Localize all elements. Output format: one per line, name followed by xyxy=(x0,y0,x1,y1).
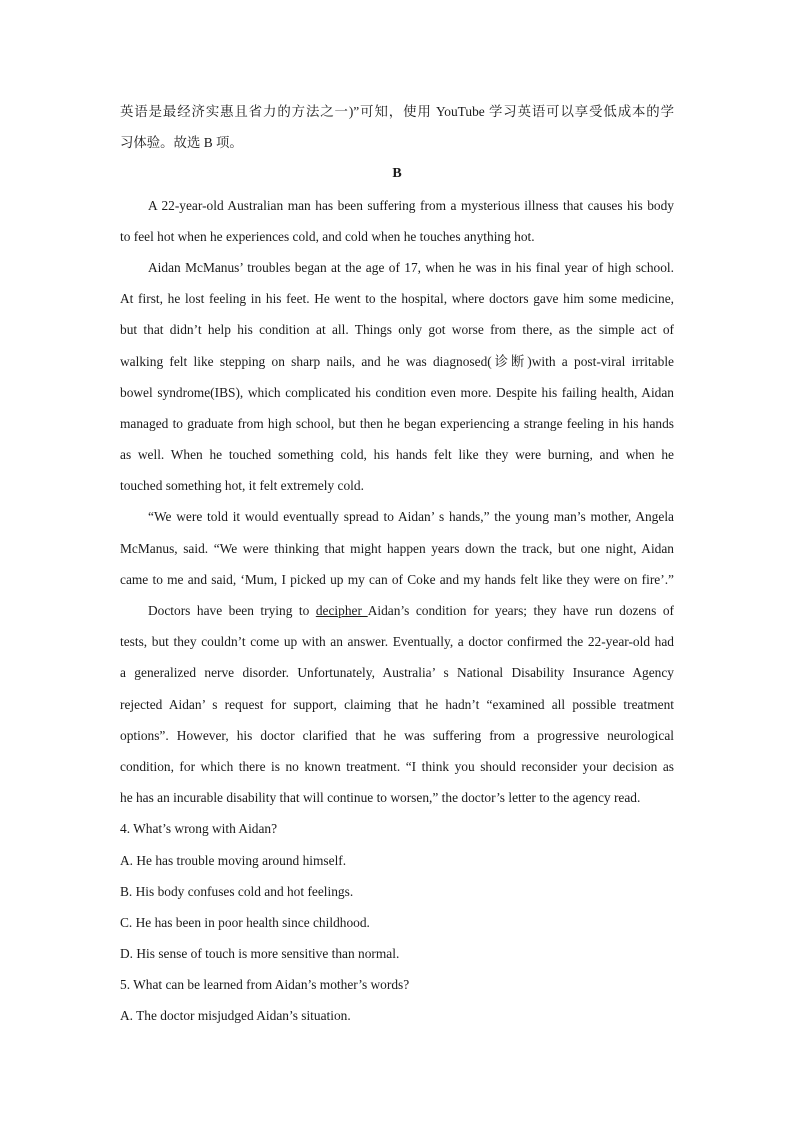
document-page xyxy=(120,96,674,1032)
passage-line: At first, he lost feeling in his feet. He went to the hospital, where doctors gave him some medicine, xyxy=(120,291,674,307)
passage-line: he has an incurable disability that will continue to worsen,” the doctor’s letter to the agency read. xyxy=(120,790,641,806)
passage-line: options”. However, his doctor clarified that he was suffering from a progressive neurological xyxy=(120,727,674,743)
passage-line: McManus, said. “We were thinking that might happen years down the track, but one night, Aidan xyxy=(120,540,674,556)
answer-option: D. His sense of touch is more sensitive than normal. xyxy=(120,946,400,962)
passage-line: walking felt like stepping on sharp nails, and he was diagnosed(诊断)with a post-viral irritable xyxy=(120,353,674,369)
passage-line: bowel syndrome(IBS), which complicated his condition even more. Despite his failing health, Aidan xyxy=(120,384,674,400)
passage-text: Aidan’s condition for years; they have run dozens of xyxy=(367,603,674,618)
passage-line: “We were told it would eventually spread to Aidan’ s hands,” the young man’s mother, Angela xyxy=(148,509,674,525)
passage-line: A 22-year-old Australian man has been suffering from a mysterious illness that causes his body xyxy=(148,197,674,213)
answer-option: B. His body confuses cold and hot feelings. xyxy=(120,883,354,899)
answer-option: A. He has trouble moving around himself. xyxy=(120,852,347,868)
section-title: B xyxy=(392,166,402,182)
passage-line: tests, but they couldn’t come up with an answer. Eventually, a doctor confirmed the 22-year-old had xyxy=(120,634,674,650)
intro-line: 英语是最经济实惠且省力的方法之一)”可知，使用 YouTube 学习英语可以享受低成本的学 xyxy=(120,104,674,119)
underlined-word: decipher xyxy=(315,603,368,618)
passage-line xyxy=(120,595,674,626)
passage-line: came to me and said, ‘Mum, I picked up my can of Coke and my hands felt like they were on fire’.” xyxy=(120,571,674,587)
question-stem: 4. What’s wrong with Aidan? xyxy=(120,821,278,837)
passage-line: Aidan McManus’ troubles began at the age of 17, when he was in his final year of high school. xyxy=(148,259,674,275)
passage-line: but that didn’t help his condition at all. Things only got worse from there, as the simple act of xyxy=(120,322,674,338)
passage-line: to feel hot when he experiences cold, and cold when he touches anything hot. xyxy=(120,228,535,244)
passage-line: condition, for which there is no known treatment. “I think you should reconsider your decision as xyxy=(120,758,674,774)
answer-option: A. The doctor misjudged Aidan’s situation. xyxy=(120,1008,351,1024)
passage-text: Doctors have been trying to xyxy=(148,603,316,618)
passage-line: touched something hot, it felt extremely cold. xyxy=(120,478,364,494)
passage-line: as well. When he touched something cold, his hands felt like they were burning, and when he xyxy=(120,447,674,463)
intro-line: 习体验。故选 B 项。 xyxy=(120,135,243,151)
passage-line: managed to graduate from high school, but then he began experiencing a strange feeling in his hands xyxy=(120,415,674,431)
question-stem: 5. What can be learned from Aidan’s mother’s words? xyxy=(120,977,410,993)
answer-option: C. He has been in poor health since childhood. xyxy=(120,914,370,930)
passage-line: a generalized nerve disorder. Unfortunately, Australia’ s National Disability Insurance Agency xyxy=(120,665,674,681)
passage-line: rejected Aidan’ s request for support, claiming that he hadn’t “examined all possible treatment xyxy=(120,696,674,712)
